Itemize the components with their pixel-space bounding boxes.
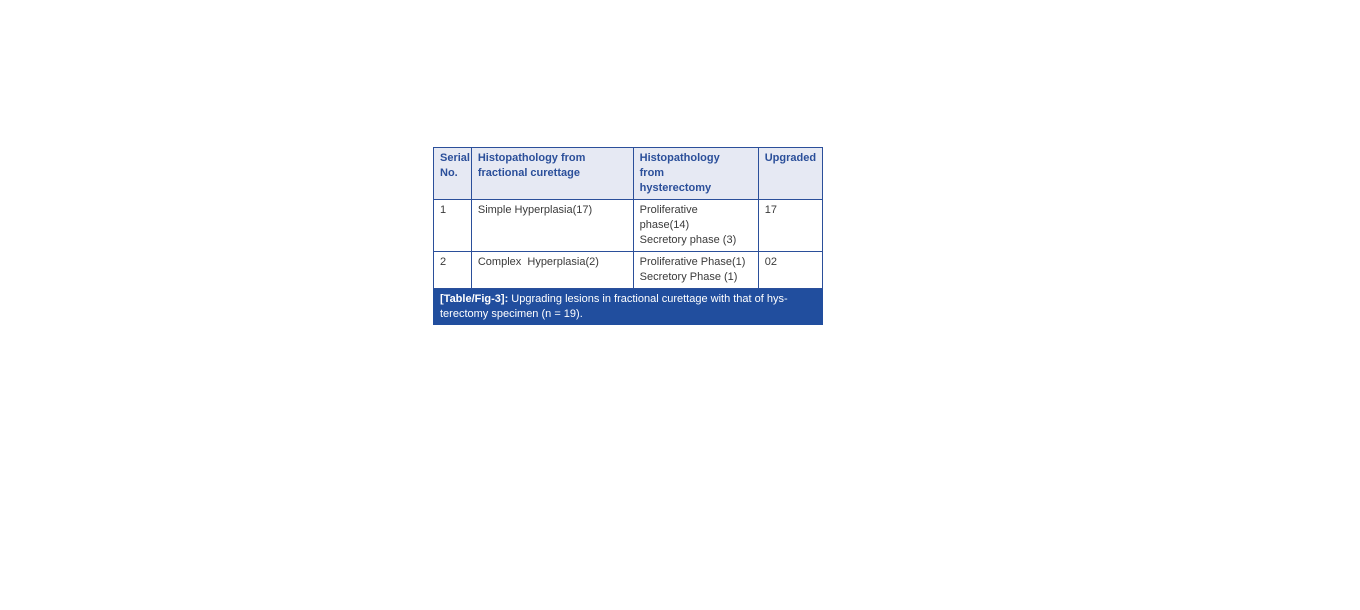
caption-label: [Table/Fig-3]:: [440, 293, 509, 305]
header-text: fractional curettage: [477, 167, 580, 179]
cell-hysterectomy: [633, 252, 758, 289]
table-row: [434, 200, 823, 252]
header-serial-no: [434, 148, 472, 200]
header-text: Serial: [440, 152, 470, 164]
caption-text: terectomy specimen (n = 19).: [440, 308, 583, 320]
header-text: from: [639, 167, 665, 179]
cell-fractional: [471, 252, 633, 289]
header-text: Histopathology from: [477, 152, 586, 164]
table-row: [434, 252, 823, 289]
table-figure: [433, 147, 823, 325]
cell-line: Complex Hyperplasia(2): [477, 256, 599, 268]
cell-hysterectomy: [633, 200, 758, 252]
cell-fractional: Simple Hyperplasia(17): [471, 200, 633, 252]
table-header-row: [434, 148, 823, 200]
cell-line: phase(14): [639, 219, 690, 231]
cell-line: Secretory Phase (1): [639, 271, 738, 283]
cell-upgraded: 02: [758, 252, 822, 289]
cell-line: Proliferative Phase(1): [639, 256, 746, 268]
header-upgraded: [758, 148, 822, 200]
header-fractional-curettage: [471, 148, 633, 200]
header-hysterectomy: [633, 148, 758, 200]
cell-line: Proliferative: [639, 204, 698, 216]
cell-line: Secretory phase (3): [639, 234, 737, 246]
header-text: hysterectomy: [639, 182, 712, 194]
header-text: Upgraded: [764, 152, 817, 164]
cell-serial: 2: [434, 252, 472, 289]
caption-text: Upgrading lesions in fractional curettage with that of hys-: [508, 293, 788, 305]
header-text: No.: [440, 167, 458, 179]
data-table: [433, 147, 823, 289]
table-caption: [433, 289, 823, 325]
header-text: Histopathology: [639, 152, 720, 164]
cell-serial: 1: [434, 200, 472, 252]
cell-upgraded: 17: [758, 200, 822, 252]
